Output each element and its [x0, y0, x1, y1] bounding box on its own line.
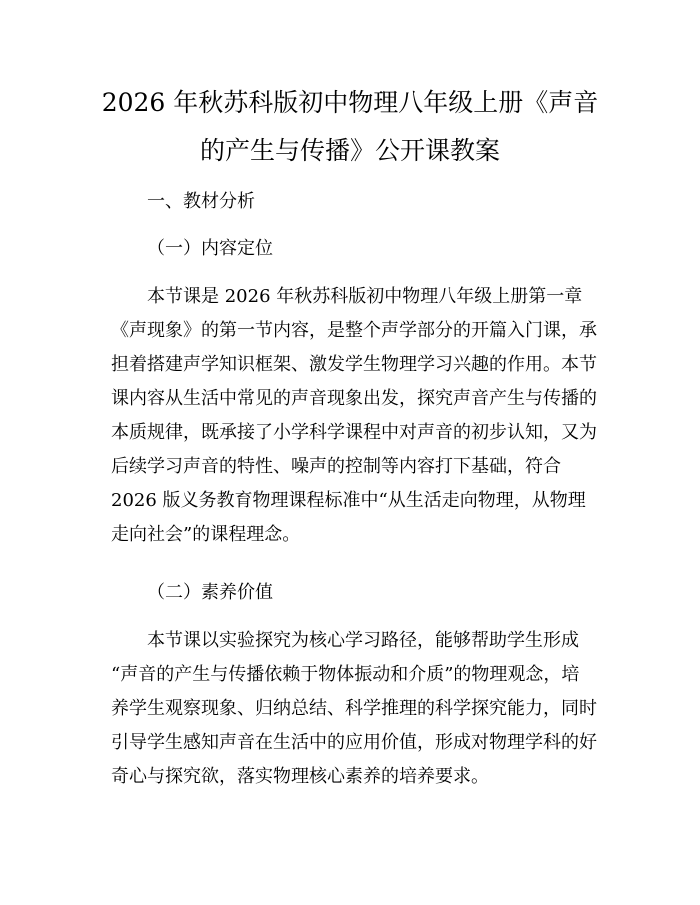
- paragraph-1-line-6: 后续学习声音的特性、噪声的控制等内容打下基础，符合: [111, 456, 561, 477]
- subsection-heading-literacy-value: （二）素养价值: [147, 582, 273, 603]
- paragraph-1-line-5: 本质规律，既承接了小学科学课程中对声音的初步认知，又为: [111, 422, 597, 443]
- paragraph-1-line-8: 走向社会”的课程理念。: [111, 524, 301, 545]
- paragraph-1-line-2: 《声现象》的第一节内容，是整个声学部分的开篇入门课，承: [111, 320, 597, 341]
- subsection-heading-content-positioning: （一）内容定位: [147, 238, 273, 259]
- paragraph-2-line-3: 养学生观察现象、归纳总结、科学推理的科学探究能力，同时: [111, 698, 597, 719]
- paragraph-2-line-1: 本节课以实验探究为核心学习路径，能够帮助学生形成: [147, 630, 579, 651]
- section-heading: 一、教材分析: [147, 191, 255, 212]
- paragraph-1-line-4: 课内容从生活中常见的声音现象出发，探究声音产生与传播的: [111, 388, 597, 409]
- document-title-line-1: 2026 年秋苏科版初中物理八年级上册《声音: [101, 88, 599, 117]
- paragraph-2-line-2: “声音的产生与传播依赖于物体振动和介质”的物理观念，培: [111, 664, 580, 685]
- paragraph-1-line-1: 本节课是 2026 年秋苏科版初中物理八年级上册第一章: [147, 286, 583, 307]
- paragraph-2-line-4: 引导学生感知声音在生活中的应用价值，形成对物理学科的好: [111, 732, 597, 753]
- paragraph-1-line-3: 担着搭建声学知识框架、激发学生物理学习兴趣的作用。本节: [111, 354, 597, 375]
- paragraph-2-line-5: 奇心与探究欲，落实物理核心素养的培养要求。: [111, 766, 489, 787]
- paragraph-1-line-7: 2026 版义务教育物理课程标准中“从生活走向物理，从物理: [111, 490, 586, 511]
- document-title-line-2: 的产生与传播》公开课教案: [199, 136, 500, 165]
